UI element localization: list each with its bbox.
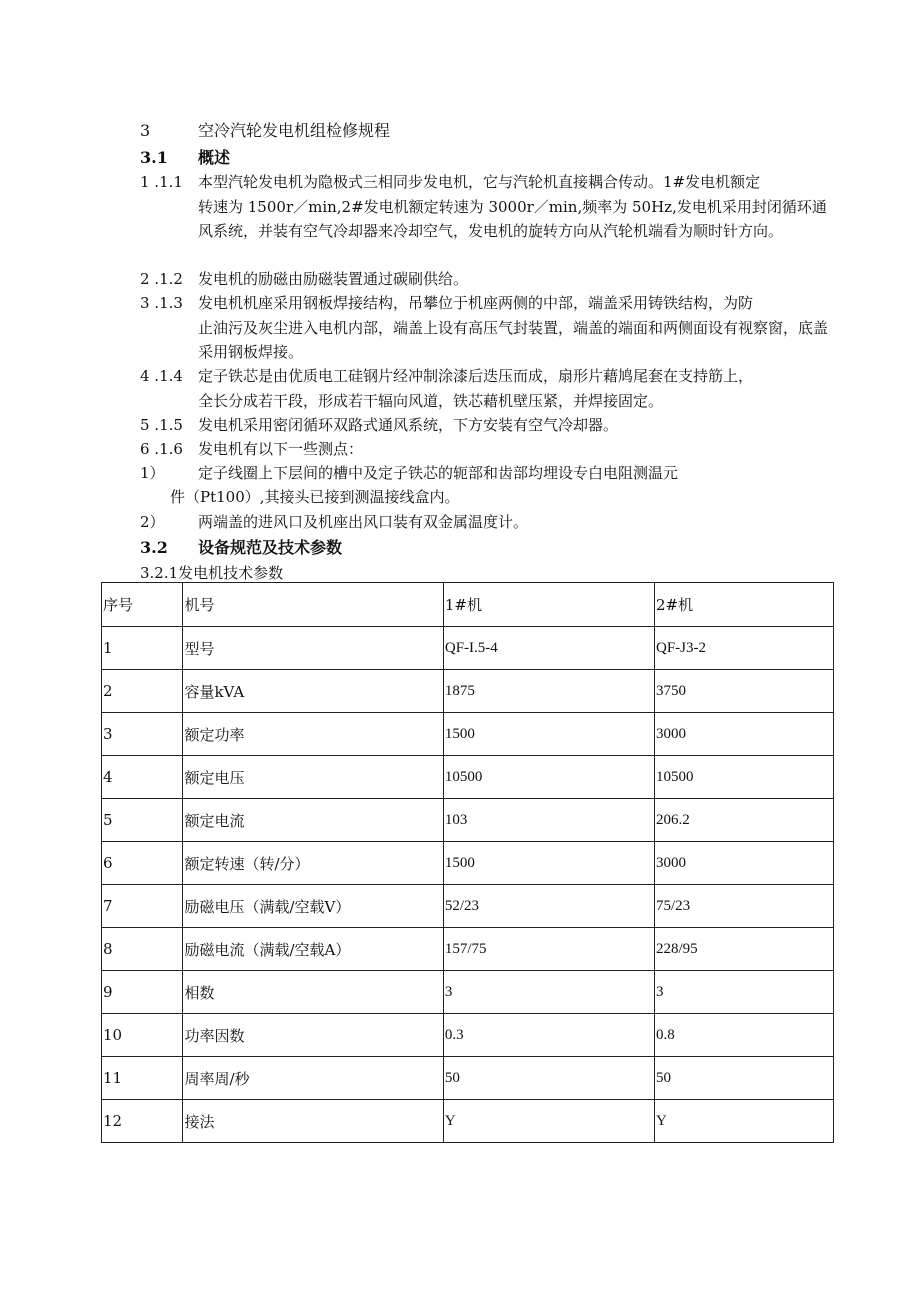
cell-unit1: 157/75 <box>443 928 654 971</box>
paragraph-1-1-6 <box>140 437 830 462</box>
paragraph-text: 本型汽轮发电机为隐极式三相同步发电机，它与汽轮机直接耦合传动。1#发电机额定 <box>198 173 761 191</box>
list-item-label: 1） <box>140 464 165 482</box>
cell-index: 5 <box>102 799 183 842</box>
cell-unit2: 206.2 <box>655 799 834 842</box>
paragraph-continuation: 转速为 1500r／min,2#发电机额定转速为 3000r／min,频率为 50Hz,发电机采用封闭循环通风系统，并装有空气冷却器来冷却空气，发电机的旋转方向从汽轮机端看为顺时针方向。 <box>198 197 827 240</box>
cell-index: 3 <box>102 713 183 756</box>
chapter-title: 空冷汽轮发电机组检修规程 <box>198 121 391 140</box>
table-row <box>102 1100 834 1143</box>
paragraph-continuation: 止油污及灰尘进入电机内部，端盖上设有高压气封装置，端盖的端面和两侧面设有视察窗，底盖采用钢板焊接。 <box>198 318 829 361</box>
table-row <box>102 971 834 1014</box>
cell-unit2: Y <box>655 1100 834 1143</box>
cell-index: 12 <box>102 1100 183 1143</box>
paragraph-1-1-4 <box>140 364 830 413</box>
cell-index: 4 <box>102 756 183 799</box>
list-item-1 <box>140 461 830 509</box>
section-heading-overview <box>140 145 230 168</box>
paragraph-1-1-5 <box>140 413 830 438</box>
cell-index: 6 <box>102 842 183 885</box>
list-item-2 <box>140 510 830 534</box>
paragraph-label: 2 .1.2 <box>140 270 183 288</box>
cell-unit1: 103 <box>443 799 654 842</box>
header-cell-unit1: 1#机 <box>443 583 654 627</box>
cell-unit1: QF-I.5-4 <box>443 627 654 670</box>
cell-index: 8 <box>102 928 183 971</box>
cell-item: 额定功率 <box>183 713 443 756</box>
paragraph-label: 1 .1.1 <box>140 173 183 191</box>
cell-item: 额定转速（转/分） <box>183 842 443 885</box>
paragraph-1-1-1 <box>140 170 830 244</box>
cell-unit1: 1500 <box>443 842 654 885</box>
paragraph-label: 3 .1.3 <box>140 294 183 312</box>
cell-unit2: 0.8 <box>655 1014 834 1057</box>
cell-item: 励磁电压（满载/空载V） <box>183 885 443 928</box>
cell-item: 接法 <box>183 1100 443 1143</box>
cell-unit2: 3000 <box>655 842 834 885</box>
section-number: 3.2 <box>140 538 168 557</box>
cell-unit1: 50 <box>443 1057 654 1100</box>
table-header-row <box>102 583 834 627</box>
list-item-text: 定子线圈上下层间的槽中及定子铁芯的轭部和齿部均埋设专白电阻测温元 <box>198 464 679 482</box>
table-row <box>102 713 834 756</box>
cell-index: 1 <box>102 627 183 670</box>
cell-unit2: 10500 <box>655 756 834 799</box>
paragraph-text: 发电机采用密闭循环双路式通风系统，下方安装有空气冷却器。 <box>198 416 619 434</box>
paragraph-text: 发电机有以下一些测点： <box>198 440 364 458</box>
cell-unit2: 3750 <box>655 670 834 713</box>
cell-item: 相数 <box>183 971 443 1014</box>
header-cell-index: 序号 <box>102 583 183 627</box>
paragraph-label: 5 .1.5 <box>140 416 183 434</box>
section-title: 概述 <box>198 148 231 167</box>
table-row <box>102 1057 834 1100</box>
paragraph-continuation: 全长分成若干段，形成若干辐向风道，铁芯藉机壁压紧，并焊接固定。 <box>198 391 664 410</box>
table-row <box>102 799 834 842</box>
cell-unit1: 52/23 <box>443 885 654 928</box>
paragraph-1-1-3 <box>140 291 830 365</box>
section-number: 3.1 <box>140 148 168 167</box>
table-body <box>102 583 834 1143</box>
table-row <box>102 627 834 670</box>
cell-unit2: 50 <box>655 1057 834 1100</box>
table-row <box>102 670 834 713</box>
cell-item: 额定电流 <box>183 799 443 842</box>
cell-unit2: 3000 <box>655 713 834 756</box>
cell-item: 容量kVA <box>183 670 443 713</box>
paragraph-text: 发电机机座采用钢板焊接结构，吊攀位于机座两侧的中部，端盖采用铸铁结构，为防 <box>198 294 754 312</box>
table-row <box>102 756 834 799</box>
paragraph-1-1-2 <box>140 267 830 292</box>
paragraph-label: 4 .1.4 <box>140 367 183 385</box>
cell-unit2: 228/95 <box>655 928 834 971</box>
cell-unit1: 3 <box>443 971 654 1014</box>
list-item-label: 2） <box>140 513 165 531</box>
cell-unit1: 0.3 <box>443 1014 654 1057</box>
cell-unit1: Y <box>443 1100 654 1143</box>
table-row <box>102 885 834 928</box>
section-title: 设备规范及技术参数 <box>198 538 343 557</box>
cell-index: 11 <box>102 1057 183 1100</box>
cell-unit1: 1875 <box>443 670 654 713</box>
cell-index: 7 <box>102 885 183 928</box>
cell-item: 额定电压 <box>183 756 443 799</box>
cell-index: 2 <box>102 670 183 713</box>
cell-item: 周率周/秒 <box>183 1057 443 1100</box>
table-row <box>102 1014 834 1057</box>
paragraph-label: 6 .1.6 <box>140 440 183 458</box>
cell-index: 9 <box>102 971 183 1014</box>
header-cell-unit2: 2#机 <box>655 583 834 627</box>
list-item-continuation: 件（Pt100）,其接头已接到测温接线盒内。 <box>170 488 460 506</box>
section-heading-specs <box>140 535 342 558</box>
paragraph-text: 发电机的励磁由励磁装置通过碳刷供给。 <box>198 270 469 288</box>
chapter-number: 3 <box>140 121 151 140</box>
header-cell-item: 机号 <box>183 583 443 627</box>
cell-item: 型号 <box>183 627 443 670</box>
cell-item: 功率因数 <box>183 1014 443 1057</box>
cell-unit2: QF-J3-2 <box>655 627 834 670</box>
cell-index: 10 <box>102 1014 183 1057</box>
cell-unit1: 10500 <box>443 756 654 799</box>
cell-unit2: 3 <box>655 971 834 1014</box>
cell-unit2: 75/23 <box>655 885 834 928</box>
table-row <box>102 842 834 885</box>
generator-spec-table <box>101 582 834 1143</box>
cell-unit1: 1500 <box>443 713 654 756</box>
table-caption: 3.2.1发电机技术参数 <box>140 564 284 582</box>
chapter-heading <box>140 118 390 141</box>
table-row <box>102 928 834 971</box>
paragraph-text: 定子铁芯是由优质电工硅钢片经冲制涂漆后迭压而成，扇形片藉鸠尾套在支持筋上， <box>198 367 754 385</box>
list-item-text: 两端盖的进风口及机座出风口装有双金属温度计。 <box>198 513 529 531</box>
cell-item: 励磁电流（满载/空载A） <box>183 928 443 971</box>
